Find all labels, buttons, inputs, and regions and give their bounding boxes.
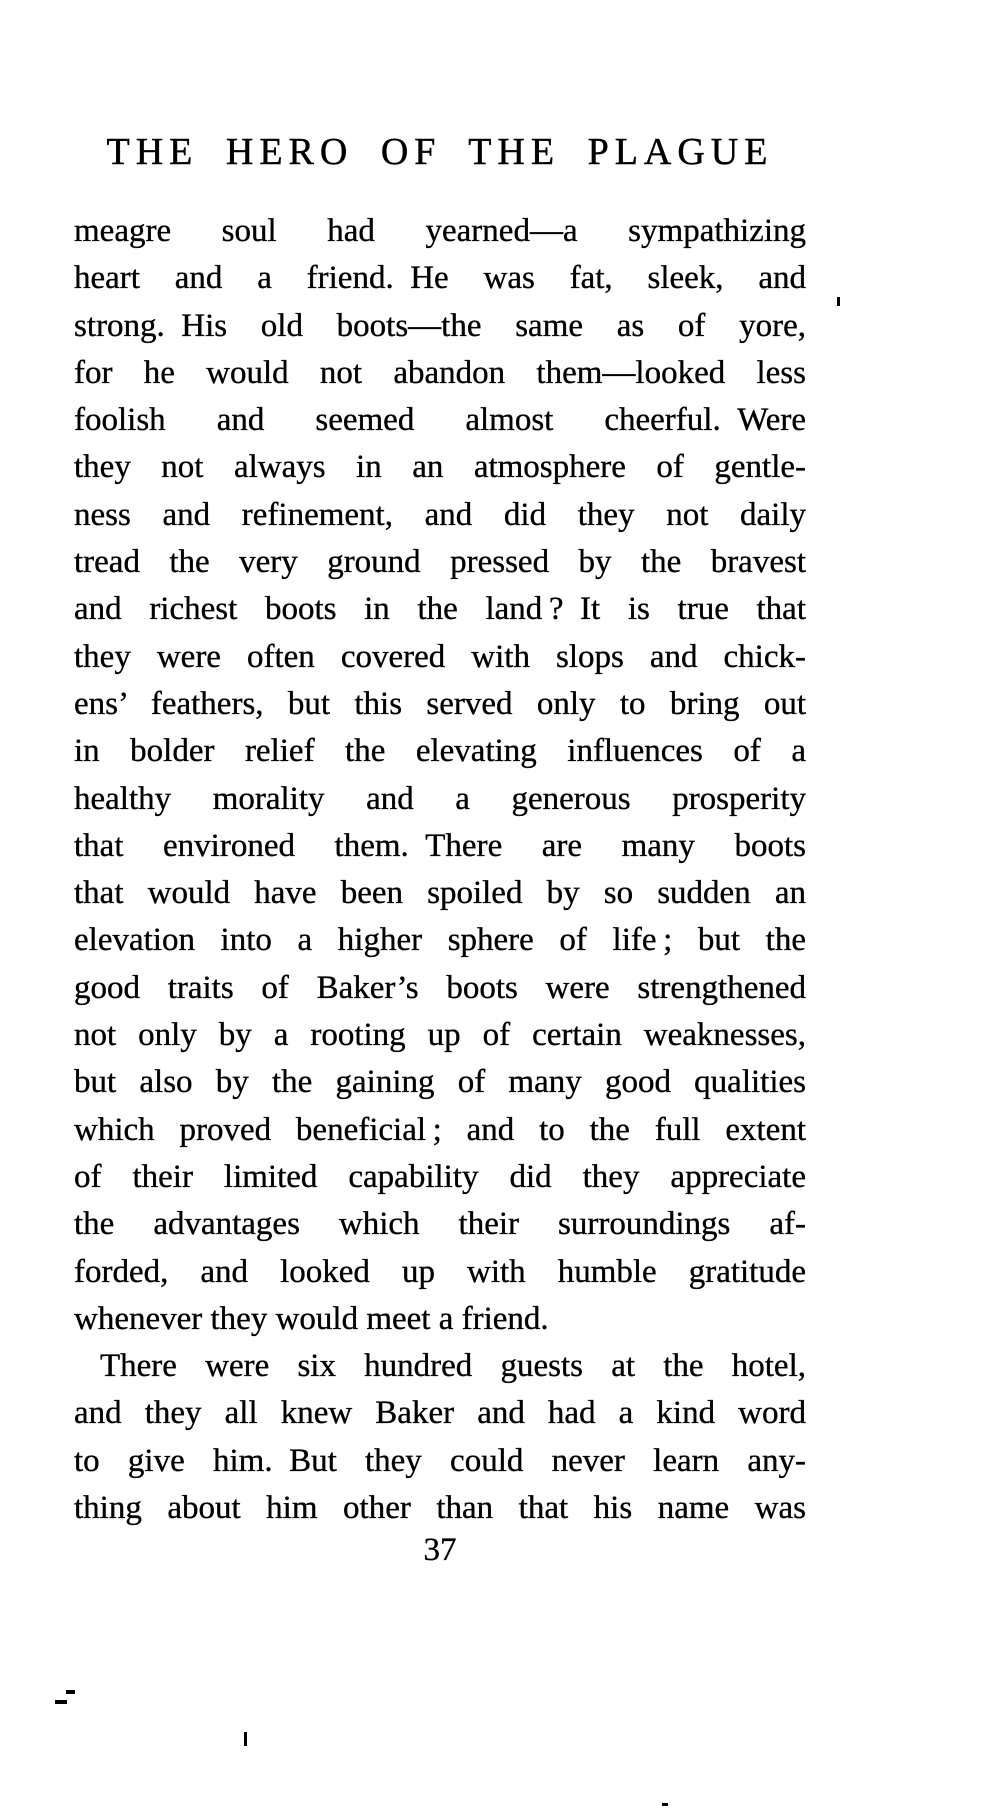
text-line: but also by the gaining of many good qualities <box>74 1064 806 1101</box>
text-line: strong. His old boots—the same as of yore, <box>74 307 806 344</box>
text-line-paragraph-start: There were six hundred guests at the hotel, <box>100 1348 806 1385</box>
text-line: they were often covered with slops and chick- <box>74 638 806 675</box>
text-line: heart and a friend. He was fat, sleek, and <box>74 260 806 297</box>
text-line: foolish and seemed almost cheerful. Were <box>74 402 806 439</box>
text-line: to give him. But they could never learn any- <box>74 1442 806 1479</box>
ink-speck <box>66 1690 75 1694</box>
text-line: ness and refinement, and did they not daily <box>74 496 806 533</box>
ink-speck <box>837 297 840 306</box>
text-line: and richest boots in the land ? It is true that <box>74 591 806 628</box>
text-line: the advantages which their surroundings af- <box>74 1206 806 1243</box>
text-line: elevation into a higher sphere of life ; but the <box>74 922 806 959</box>
text-line: tread the very ground pressed by the bravest <box>74 544 806 581</box>
text-line: and they all knew Baker and had a kind word <box>74 1395 806 1432</box>
text-line: for he would not abandon them—looked less <box>74 354 806 391</box>
page-number: 37 <box>423 1532 457 1568</box>
body-text <box>74 208 806 1532</box>
page-title: THE HERO OF THE PLAGUE <box>106 131 774 173</box>
text-line: of their limited capability did they appreciate <box>74 1158 806 1195</box>
text-line: not only by a rooting up of certain weaknesses, <box>74 1017 806 1054</box>
text-line: that environed them. There are many boots <box>74 827 806 864</box>
text-line: forded, and looked up with humble gratitude <box>74 1253 806 1290</box>
text-line: thing about him other than that his name was <box>74 1490 806 1527</box>
ink-speck <box>55 1700 67 1704</box>
text-line: ens’ feathers, but this served only to bring out <box>74 685 806 722</box>
ink-speck <box>244 1732 247 1746</box>
text-line: they not always in an atmosphere of gentle- <box>74 449 806 486</box>
text-line: healthy morality and a generous prosperity <box>74 780 806 817</box>
text-line: whenever they would meet a friend. <box>74 1300 549 1337</box>
text-line: good traits of Baker’s boots were strengthened <box>74 969 806 1006</box>
text-line: meagre soul had yearned—a sympathizing <box>74 213 806 249</box>
text-line: which proved beneficial ; and to the full extent <box>74 1111 806 1148</box>
ink-speck <box>662 1803 668 1806</box>
text-line: that would have been spoiled by so sudden an <box>74 875 806 912</box>
text-line: in bolder relief the elevating influences of a <box>74 733 806 770</box>
